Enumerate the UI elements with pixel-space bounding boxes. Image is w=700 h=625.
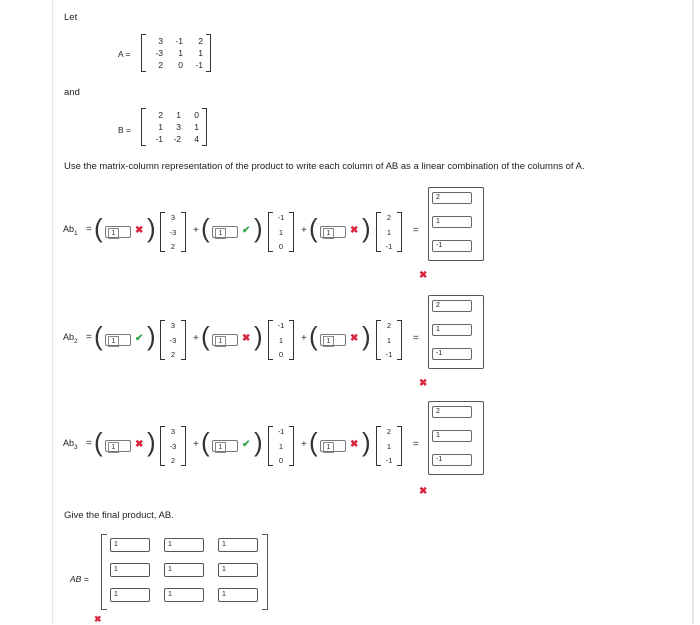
- final-cell-input[interactable]: 1: [218, 538, 258, 552]
- column-right-bracket: [397, 320, 402, 360]
- column-a2-entry: 1: [278, 335, 284, 345]
- column-a3-entry: 1: [386, 227, 392, 237]
- plus-sign: +: [193, 439, 199, 450]
- column-a1-entry: -3: [169, 335, 177, 345]
- right-paren: ): [147, 213, 156, 243]
- right-paren: ): [362, 427, 371, 457]
- matrix-b: [141, 108, 207, 146]
- ab2-coef-3-input[interactable]: [320, 334, 346, 346]
- incorrect-x-icon: ✖: [135, 439, 144, 450]
- column-a1: [160, 426, 186, 466]
- ab2-label: [63, 332, 78, 345]
- matrix-b-cell: 3: [176, 122, 181, 132]
- column-a3-entry: -1: [385, 242, 393, 251]
- ab2-result-2-input[interactable]: 1: [432, 324, 472, 336]
- right-paren: ): [362, 213, 371, 243]
- matrix-b-label: B =: [118, 125, 131, 135]
- column-a3-entry: 2: [386, 213, 392, 222]
- column-a2-entry: 0: [278, 456, 284, 465]
- final-cell-input[interactable]: 1: [110, 588, 150, 602]
- left-paren: (: [94, 321, 103, 351]
- incorrect-x-icon: ✖: [419, 378, 428, 389]
- matrix-b-cell: 1: [176, 110, 181, 120]
- column-a3-entry: 2: [386, 321, 392, 330]
- final-cell-input[interactable]: 1: [218, 563, 258, 577]
- ab2-result-1-input[interactable]: 2: [432, 300, 472, 312]
- column-a2: [268, 320, 294, 360]
- matrix-a-cell: -1: [195, 60, 203, 70]
- column-a3-entry: 2: [386, 427, 392, 436]
- incorrect-x-icon: ✖: [350, 333, 359, 344]
- matrix-b-cell: 1: [194, 122, 199, 132]
- column-right-bracket: [289, 426, 294, 466]
- column-a3-entry: -1: [385, 350, 393, 359]
- column-right-bracket: [181, 320, 186, 360]
- column-a3: [376, 426, 402, 466]
- incorrect-x-icon: ✖: [135, 225, 144, 236]
- matrix-b-cell: -1: [155, 134, 163, 144]
- instruction-text: Use the matrix-column representation of the product to write each column of AB as a linear combination of the columns of A.: [64, 161, 585, 172]
- incorrect-x-icon: ✖: [94, 614, 102, 624]
- column-a2-entry: 1: [278, 441, 284, 451]
- correct-check-icon: ✔: [135, 333, 144, 344]
- ab2-result-equals: =: [413, 333, 419, 344]
- final-product-prompt: Give the final product, AB.: [64, 510, 174, 521]
- column-right-bracket: [397, 212, 402, 252]
- matrix-b-cell: 1: [158, 122, 163, 132]
- column-a2-entry: -1: [277, 427, 285, 436]
- ab3-coef-3-value: 1: [323, 442, 334, 453]
- column-a2: [268, 212, 294, 252]
- left-paren: (: [201, 427, 210, 457]
- column-a3: [376, 212, 402, 252]
- column-a1-entry: 2: [170, 456, 176, 465]
- left-paren: (: [309, 427, 318, 457]
- matrix-b-cell: 2: [158, 110, 163, 120]
- right-paren: ): [254, 321, 263, 351]
- right-paren: ): [147, 321, 156, 351]
- ab3-result-equals: =: [413, 439, 419, 450]
- matrix-a-cell: 2: [198, 36, 203, 46]
- ab1-coef-2-value: 1: [215, 228, 226, 239]
- left-paren: (: [94, 427, 103, 457]
- ab1-subscript: 1: [74, 229, 78, 237]
- column-a1-entry: -3: [169, 227, 177, 237]
- ab2-coef-2-value: 1: [215, 336, 226, 347]
- final-cell-input[interactable]: 1: [110, 563, 150, 577]
- plus-sign: +: [301, 225, 307, 236]
- column-a3-entry: 1: [386, 441, 392, 451]
- ab2-coef-1-value: 1: [108, 336, 119, 347]
- incorrect-x-icon: ✖: [350, 225, 359, 236]
- column-a1-entry: 2: [170, 350, 176, 359]
- final-ab-label: AB =: [70, 574, 89, 584]
- matrix-b-cell: 4: [194, 134, 199, 144]
- ab2-equals: =: [86, 332, 92, 343]
- matrix-b-cell: -2: [173, 134, 181, 144]
- column-a1-entry: 3: [170, 321, 176, 330]
- ab2-coef-1-input[interactable]: [105, 334, 131, 346]
- ab1-coef-3-value: 1: [323, 228, 334, 239]
- column-right-bracket: [181, 426, 186, 466]
- incorrect-x-icon: ✖: [419, 270, 428, 281]
- matrix-a-cell: 1: [178, 48, 183, 58]
- final-cell-input[interactable]: 1: [164, 563, 204, 577]
- ab1-coef-3-input[interactable]: [320, 226, 346, 238]
- matrix-a-right-bracket: [206, 34, 211, 72]
- plus-sign: +: [193, 333, 199, 344]
- ab2-subscript: 2: [74, 337, 78, 345]
- final-matrix-right-bracket: [262, 534, 268, 610]
- ab2-coef-3-value: 1: [323, 336, 334, 347]
- column-a2-entry: 1: [278, 227, 284, 237]
- ab3-equals: =: [86, 438, 92, 449]
- column-a1-entry: 2: [170, 242, 176, 251]
- final-cell-input[interactable]: 1: [218, 588, 258, 602]
- column-a3-entry: 1: [386, 335, 392, 345]
- matrix-a: [141, 34, 211, 72]
- left-paren: (: [201, 213, 210, 243]
- column-a3-entry: -1: [385, 456, 393, 465]
- ab3-coef-2-input[interactable]: [212, 440, 238, 452]
- final-matrix-left-bracket: [101, 534, 107, 610]
- ab3-coef-1-value: 1: [108, 442, 119, 453]
- column-right-bracket: [289, 320, 294, 360]
- ab1-result-2-input[interactable]: 1: [432, 216, 472, 228]
- and-label: and: [64, 87, 80, 98]
- matrix-b-right-bracket: [202, 108, 207, 146]
- ab3-result-2-input[interactable]: 1: [432, 430, 472, 442]
- ab3-subscript: 3: [74, 443, 78, 451]
- column-a1: [160, 320, 186, 360]
- column-right-bracket: [181, 212, 186, 252]
- ab1-label-text: Ab: [63, 224, 75, 234]
- right-paren: ): [254, 213, 263, 243]
- matrix-a-cell: 1: [198, 48, 203, 58]
- ab1-coef-1-value: 1: [108, 228, 119, 239]
- matrix-a-cell: -3: [155, 48, 163, 58]
- column-a2-entry: 0: [278, 242, 284, 251]
- matrix-a-cell: 2: [158, 60, 163, 70]
- ab3-result-1-input[interactable]: 2: [432, 406, 472, 418]
- ab1-coef-1-input[interactable]: [105, 226, 131, 238]
- incorrect-x-icon: ✖: [350, 439, 359, 450]
- incorrect-x-icon: ✖: [419, 486, 428, 497]
- column-a2-entry: 0: [278, 350, 284, 359]
- ab3-coef-2-value: 1: [215, 442, 226, 453]
- column-right-bracket: [289, 212, 294, 252]
- ab3-coef-3-input[interactable]: [320, 440, 346, 452]
- right-paren: ): [147, 427, 156, 457]
- plus-sign: +: [301, 439, 307, 450]
- left-paren: (: [201, 321, 210, 351]
- column-a1: [160, 212, 186, 252]
- left-paren: (: [309, 321, 318, 351]
- plus-sign: +: [301, 333, 307, 344]
- ab2-label-text: Ab: [63, 332, 75, 342]
- ab1-result-3-input[interactable]: -1: [432, 240, 472, 252]
- column-a1-entry: 3: [170, 427, 176, 436]
- column-a1-entry: -3: [169, 441, 177, 451]
- ab1-equals: =: [86, 224, 92, 235]
- column-a3: [376, 320, 402, 360]
- ab1-result-equals: =: [413, 225, 419, 236]
- right-paren: ): [362, 321, 371, 351]
- correct-check-icon: ✔: [242, 439, 251, 450]
- final-cell-input[interactable]: 1: [164, 588, 204, 602]
- matrix-a-label: A =: [118, 49, 131, 59]
- right-paren: ): [254, 427, 263, 457]
- column-a2-entry: -1: [277, 213, 285, 222]
- let-label: Let: [64, 12, 78, 23]
- matrix-a-cell: -1: [175, 36, 183, 46]
- plus-sign: +: [193, 225, 199, 236]
- ab3-result-3-input[interactable]: -1: [432, 454, 472, 466]
- column-a1-entry: 3: [170, 213, 176, 222]
- left-paren: (: [309, 213, 318, 243]
- final-cell-input[interactable]: 1: [110, 538, 150, 552]
- ab2-result-3-input[interactable]: -1: [432, 348, 472, 360]
- correct-check-icon: ✔: [242, 225, 251, 236]
- final-cell-input[interactable]: 1: [164, 538, 204, 552]
- ab3-label: [63, 438, 78, 451]
- ab3-coef-1-input[interactable]: [105, 440, 131, 452]
- column-a2: [268, 426, 294, 466]
- column-right-bracket: [397, 426, 402, 466]
- content-frame-left: [52, 0, 53, 624]
- column-a2-entry: -1: [277, 321, 285, 330]
- incorrect-x-icon: ✖: [242, 333, 251, 344]
- ab3-label-text: Ab: [63, 438, 75, 448]
- matrix-b-cell: 0: [194, 110, 199, 120]
- ab1-coef-2-input[interactable]: [212, 226, 238, 238]
- matrix-a-cell: 3: [158, 36, 163, 46]
- ab2-coef-2-input[interactable]: [212, 334, 238, 346]
- content-frame-right: [692, 0, 694, 624]
- ab1-label: [63, 224, 78, 237]
- left-paren: (: [94, 213, 103, 243]
- ab1-result-1-input[interactable]: 2: [432, 192, 472, 204]
- matrix-a-cell: 0: [178, 60, 183, 70]
